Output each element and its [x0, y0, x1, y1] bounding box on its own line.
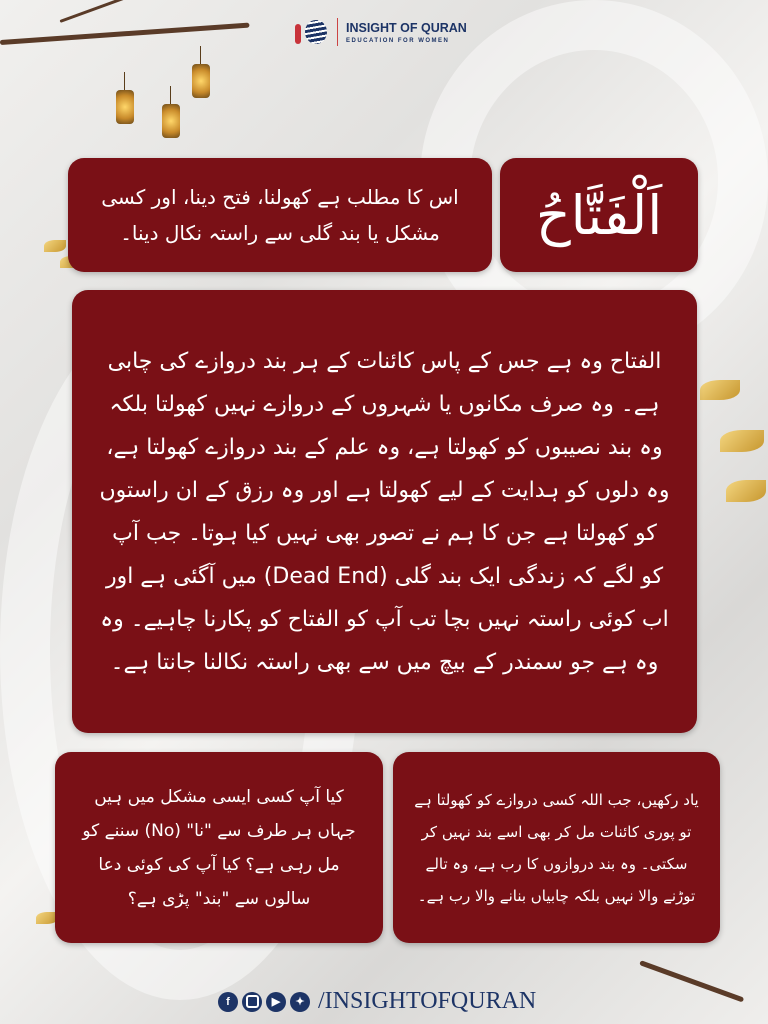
- lantern-icon: [192, 64, 210, 98]
- facebook-icon[interactable]: f: [218, 992, 238, 1012]
- tree-branch: [639, 960, 744, 1002]
- gold-leaf-icon: [44, 240, 66, 252]
- question-box: [55, 752, 383, 943]
- main-description-box: [72, 290, 697, 733]
- lantern-icon: [162, 104, 180, 138]
- social-footer: [218, 988, 536, 1015]
- instagram-icon[interactable]: [242, 992, 262, 1012]
- reminder-box: [393, 752, 720, 943]
- gold-leaf-icon: [720, 430, 764, 452]
- brand-logo: [295, 18, 467, 46]
- gold-leaf-icon: [700, 380, 740, 400]
- brand-tagline: EDUCATION FOR WOMEN: [346, 37, 450, 44]
- logo-mark-icon: [295, 18, 329, 46]
- tree-branch: [59, 0, 173, 23]
- youtube-icon[interactable]: ▶: [266, 992, 286, 1012]
- lantern-icon: [116, 90, 134, 124]
- social-handle[interactable]: /INSIGHTOFQURAN: [318, 988, 537, 1014]
- brand-name: INSIGHT OF QURAN: [346, 20, 467, 35]
- page-title: اَلْفَتَّاحُ: [535, 183, 663, 247]
- logo-divider: [337, 18, 338, 46]
- twitter-icon[interactable]: ✦: [290, 992, 310, 1012]
- title-box: [500, 158, 698, 272]
- tree-branch: [0, 23, 250, 45]
- meaning-box: [68, 158, 492, 272]
- gold-leaf-icon: [726, 480, 766, 502]
- main-text: الفتاح وہ ہے جس کے پاس کائنات کے ہر بند دروازے کی چابی ہے۔ وہ صرف مکانوں یا شہروں کے دروازے نہیں کھولتا بلکہ وہ بند نصیبوں کو کھولتا ہے، وہ علم کے بند دروازے کھولتا ہے، وہ دلوں کو ہدایت کے لیے کھولتا ہے اور وہ رزق کے ان راستوں کو کھولتا ہے جن کا ہم نے تصور بھی نہیں کیا ہوتا۔ جب آپ کو لگے کہ زندگی ایک بند گلی (Dead End) میں آگئی ہے اور اب کوئی راستہ نہیں بچا تب آپ کو الفتاح کو پکارنا چاہیے۔ وہ وہ ہے جو سمندر کے بیچ میں سے بھی راستہ نکالنا جانتا ہے۔: [99, 348, 670, 675]
- question-text: کیا آپ کسی ایسی مشکل میں ہیں جہاں ہر طرف سے "نا" (No) سننے کو مل رہی ہے؟ کیا آپ کی کوئی دعا سالوں سے "بند" پڑی ہے؟: [82, 786, 356, 909]
- reminder-text: یاد رکھیں، جب اللہ کسی دروازے کو کھولتا ہے تو پوری کائنات مل کر بھی اسے بند نہیں کر سکتی۔ وہ بند دروازوں کا رب ہے، وہ تالے توڑنے والا نہیں بلکہ چابیاں بنانے والا رب ہے۔: [414, 790, 699, 905]
- meaning-text: اس کا مطلب ہے کھولنا، فتح دینا، اور کسی مشکل یا بند گلی سے راستہ نکال دینا۔: [101, 185, 459, 245]
